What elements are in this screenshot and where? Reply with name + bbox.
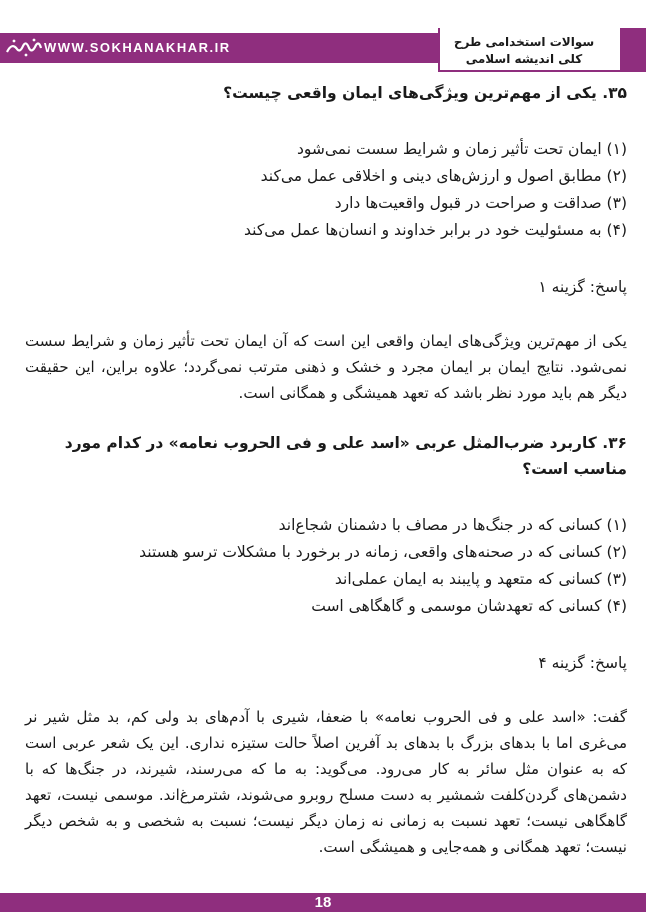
options-list — [25, 512, 627, 620]
website-url: WWW.SOKHANAKHAR.IR — [44, 40, 231, 55]
option-item: (۴) به مسئولیت خود در برابر خداوند و انسان‌ها عمل می‌کند — [244, 221, 627, 239]
option-item: (۳) کسانی که متعهد و پایبند به ایمان عملی‌اند — [334, 570, 627, 588]
question-heading — [25, 430, 627, 482]
option-item: (۱) ایمان تحت تأثیر زمان و شرایط سست نمی‌شود — [296, 140, 627, 158]
options-list — [25, 136, 627, 244]
option-item: (۱) کسانی که در جنگ‌ها در مصاف با دشمنان شجاع‌اند — [278, 516, 627, 534]
question-heading — [25, 80, 627, 106]
question-number: ۳۵. — [602, 84, 627, 102]
explanation-paragraph: یکی از مهم‌ترین ویژگی‌های ایمان واقعی این است که آن ایمان تحت تأثیر زمان و شرایط سست نمی‌شود. نتایج ایمان بر ایمان مجرد و خشک و ذهنی مترتب نمی‌گردد؛ علاوه براین، این حقیقت دیگر هم باید مورد نظر باشد که تعهد همیشگی و همگانی است. — [25, 332, 627, 402]
document-title-line2: کلی اندیشه اسلامی — [465, 52, 583, 66]
option-item: (۲) کسانی که در صحنه‌های واقعی، زمانه در برخورد با مشکلات ترسو هستند — [139, 543, 627, 561]
question-number: ۳۶. — [602, 434, 627, 452]
question-block — [25, 430, 627, 860]
document-title-line1: سوالات استخدامی طرح — [453, 35, 595, 49]
question-text: کاربرد ضرب‌المثل عربی «اسد علی و فی الحروب نعامه» در کدام مورد مناسب است؟ — [64, 434, 627, 478]
option-item: (۳) صداقت و صراحت در قبول واقعیت‌ها دارد — [334, 194, 627, 212]
header-accent — [620, 28, 646, 72]
page-number: 18 — [314, 894, 332, 911]
question-text: یکی از مهم‌ترین ویژگی‌های ایمان واقعی چیست؟ — [223, 84, 597, 102]
document-title — [440, 34, 608, 68]
sokhan-akhar-logo-icon — [4, 36, 44, 60]
explanation-paragraph: گفت: «اسد علی و فی الحروب نعامه» با ضعفا، شیری با آدم‌های بد ولی کم، بد مثل شیر نر می‌غری اما با بدهای بزرگ با بدهای بد آفرین اصلاً حالت ستیزه نداری. این یک شعر عربی است که به عنوان مثل سائر به کار می‌رود. می‌گوید: به ما که می‌رسند، شیرند، در جنگ‌ها که با دشمن‌های گردن‌کلفت شمشیر به دست مسلح روبرو می‌شوند، شترمرغ‌اند. موسمی نیست، تعهد گاهگاهی نیست؛ تعهد نسبت به زمانی نه زمان دیگر نیست؛ نسبت به شخصی و به شخص دیگر نیست؛ تعهد همگانی و همه‌جایی و همیشگی است. — [25, 708, 627, 856]
option-item: (۲) مطابق اصول و ارزش‌های دینی و اخلاقی عمل می‌کند — [260, 167, 627, 185]
answer-line: پاسخ: گزینه ۱ — [538, 278, 627, 296]
answer-line: پاسخ: گزینه ۴ — [538, 654, 627, 672]
page-content — [25, 80, 627, 884]
question-block — [25, 80, 627, 406]
option-item: (۴) کسانی که تعهدشان موسمی و گاهگاهی است — [311, 597, 627, 615]
